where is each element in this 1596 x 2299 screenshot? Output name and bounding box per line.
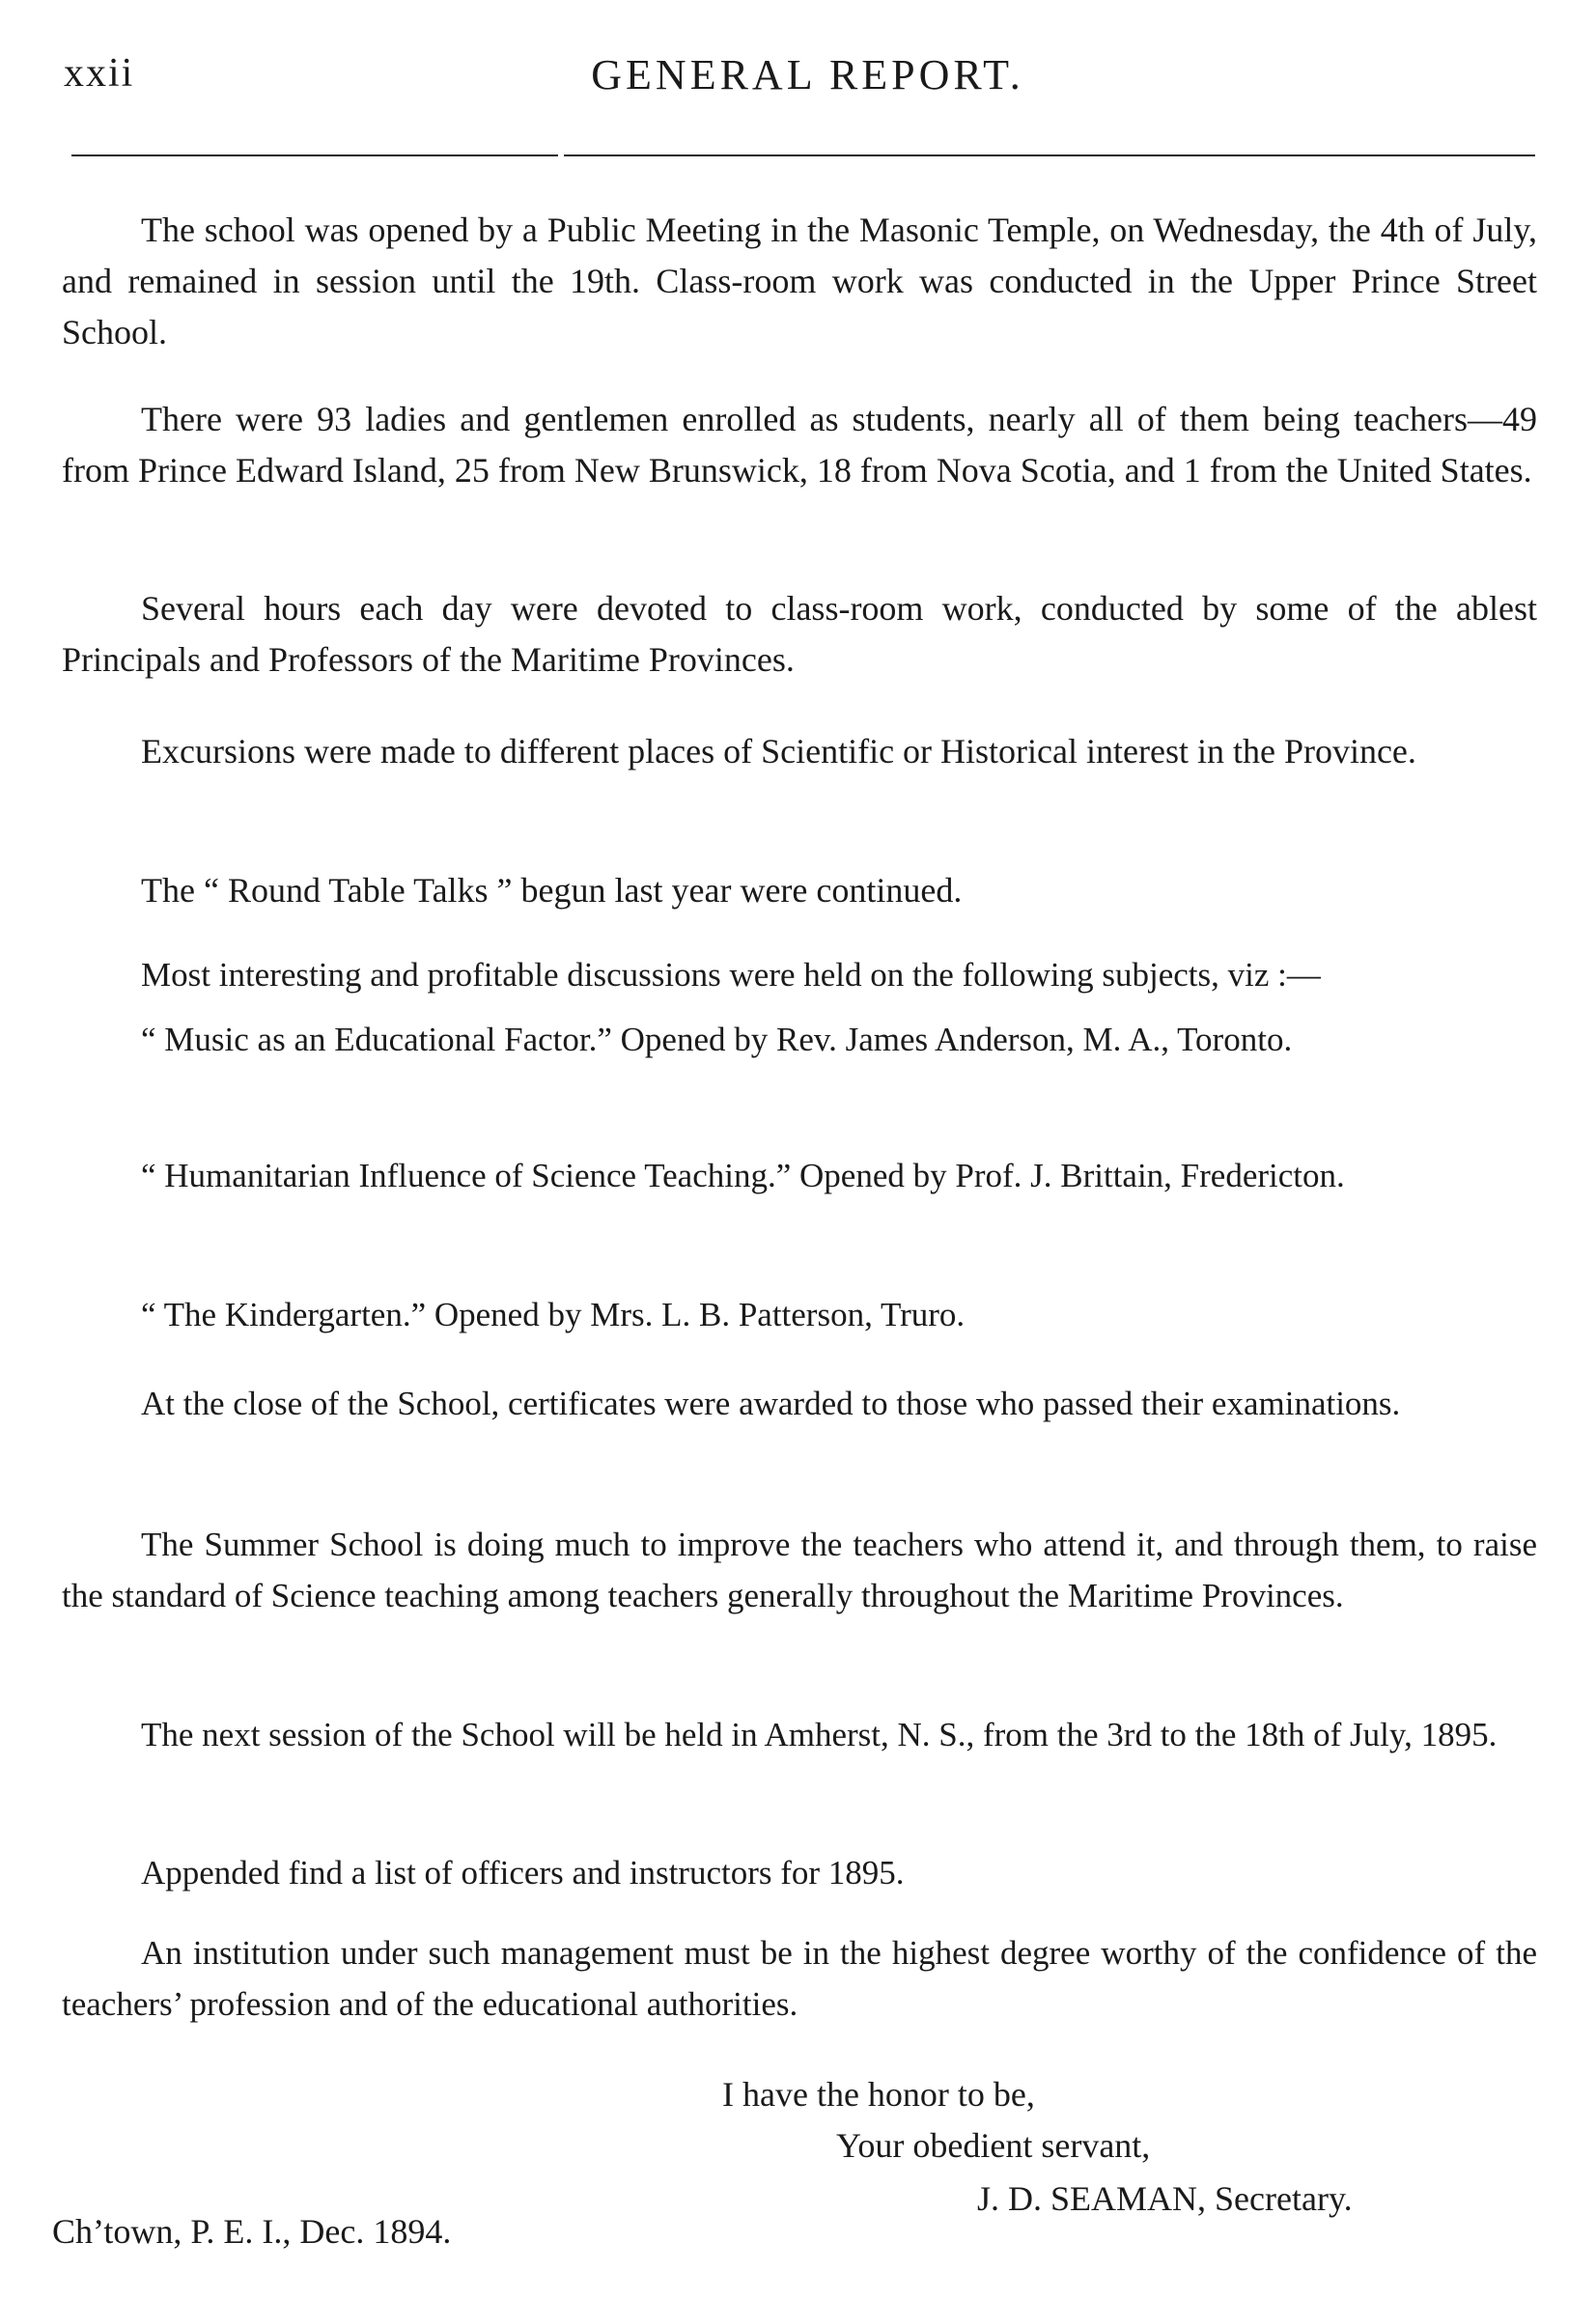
paragraph-summer-school: The Summer School is doing much to improve the teachers who attend it, and through them, to raise the standard of Science teaching among teachers generally throughout the Maritime Provinces.: [62, 1526, 1537, 1614]
paragraph-appended: Appended find a list of officers and instructors for 1895.: [141, 1854, 905, 1892]
signature: J. D. SEAMAN, Secretary.: [977, 2179, 1353, 2218]
paragraph-classwork: Several hours each day were devoted to class-room work, conducted by some of the ablest Principals and Professors of the Maritime Provinces.: [62, 589, 1537, 679]
place-and-date: Ch’town, P. E. I., Dec. 1894.: [52, 2212, 452, 2251]
paragraph-topic-science: “ Humanitarian Influence of Science Teaching.” Opened by Prof. J. Brittain, Fredericton.: [141, 1157, 1345, 1194]
paragraph-topic-kindergarten: “ The Kindergarten.” Opened by Mrs. L. B. Patterson, Truro.: [141, 1296, 966, 1333]
page-header: [0, 50, 1596, 108]
paragraph-certificates: At the close of the School, certificates were awarded to those who passed their examinations.: [141, 1385, 1401, 1422]
paragraph-institution: An institution under such management must be in the highest degree worthy of the confidence of the teachers’ profession and of the educational authorities.: [62, 1934, 1537, 2023]
paragraph-topic-music: “ Music as an Educational Factor.” Opened by Rev. James Anderson, M. A., Toronto.: [141, 1021, 1293, 1058]
paragraph-round-table: The “ Round Table Talks ” begun last year were continued.: [141, 871, 963, 910]
running-title: GENERAL REPORT.: [591, 51, 1024, 98]
header-rule-left: [71, 154, 558, 156]
page-number: xxii: [64, 51, 135, 96]
paragraph-enrollment: There were 93 ladies and gentlemen enrolled as students, nearly all of them being teachers—49 from Prince Edward Island, 25 from New Brunswick, 18 from Nova Scotia, and 1 from the United States.: [62, 400, 1537, 490]
paragraph-opening: The school was opened by a Public Meeting in the Masonic Temple, on Wednesday, the 4th of July, and remained in session until the 19th. Class-room work was conducted in the Upper Prince Street School.: [62, 210, 1537, 351]
paragraph-discussions: Most interesting and profitable discussions were held on the following subjects, viz :—: [141, 956, 1321, 994]
paragraph-next-session: The next session of the School will be held in Amherst, N. S., from the 3rd to the 18th of July, 1895.: [141, 1716, 1498, 1753]
header-rule-right: [564, 154, 1535, 156]
paragraph-excursions: Excursions were made to different places of Scientific or Historical interest in the Province.: [141, 732, 1416, 771]
closing-line-1: I have the honor to be,: [722, 2075, 1035, 2114]
closing-line-2: Your obedient servant,: [836, 2126, 1151, 2165]
